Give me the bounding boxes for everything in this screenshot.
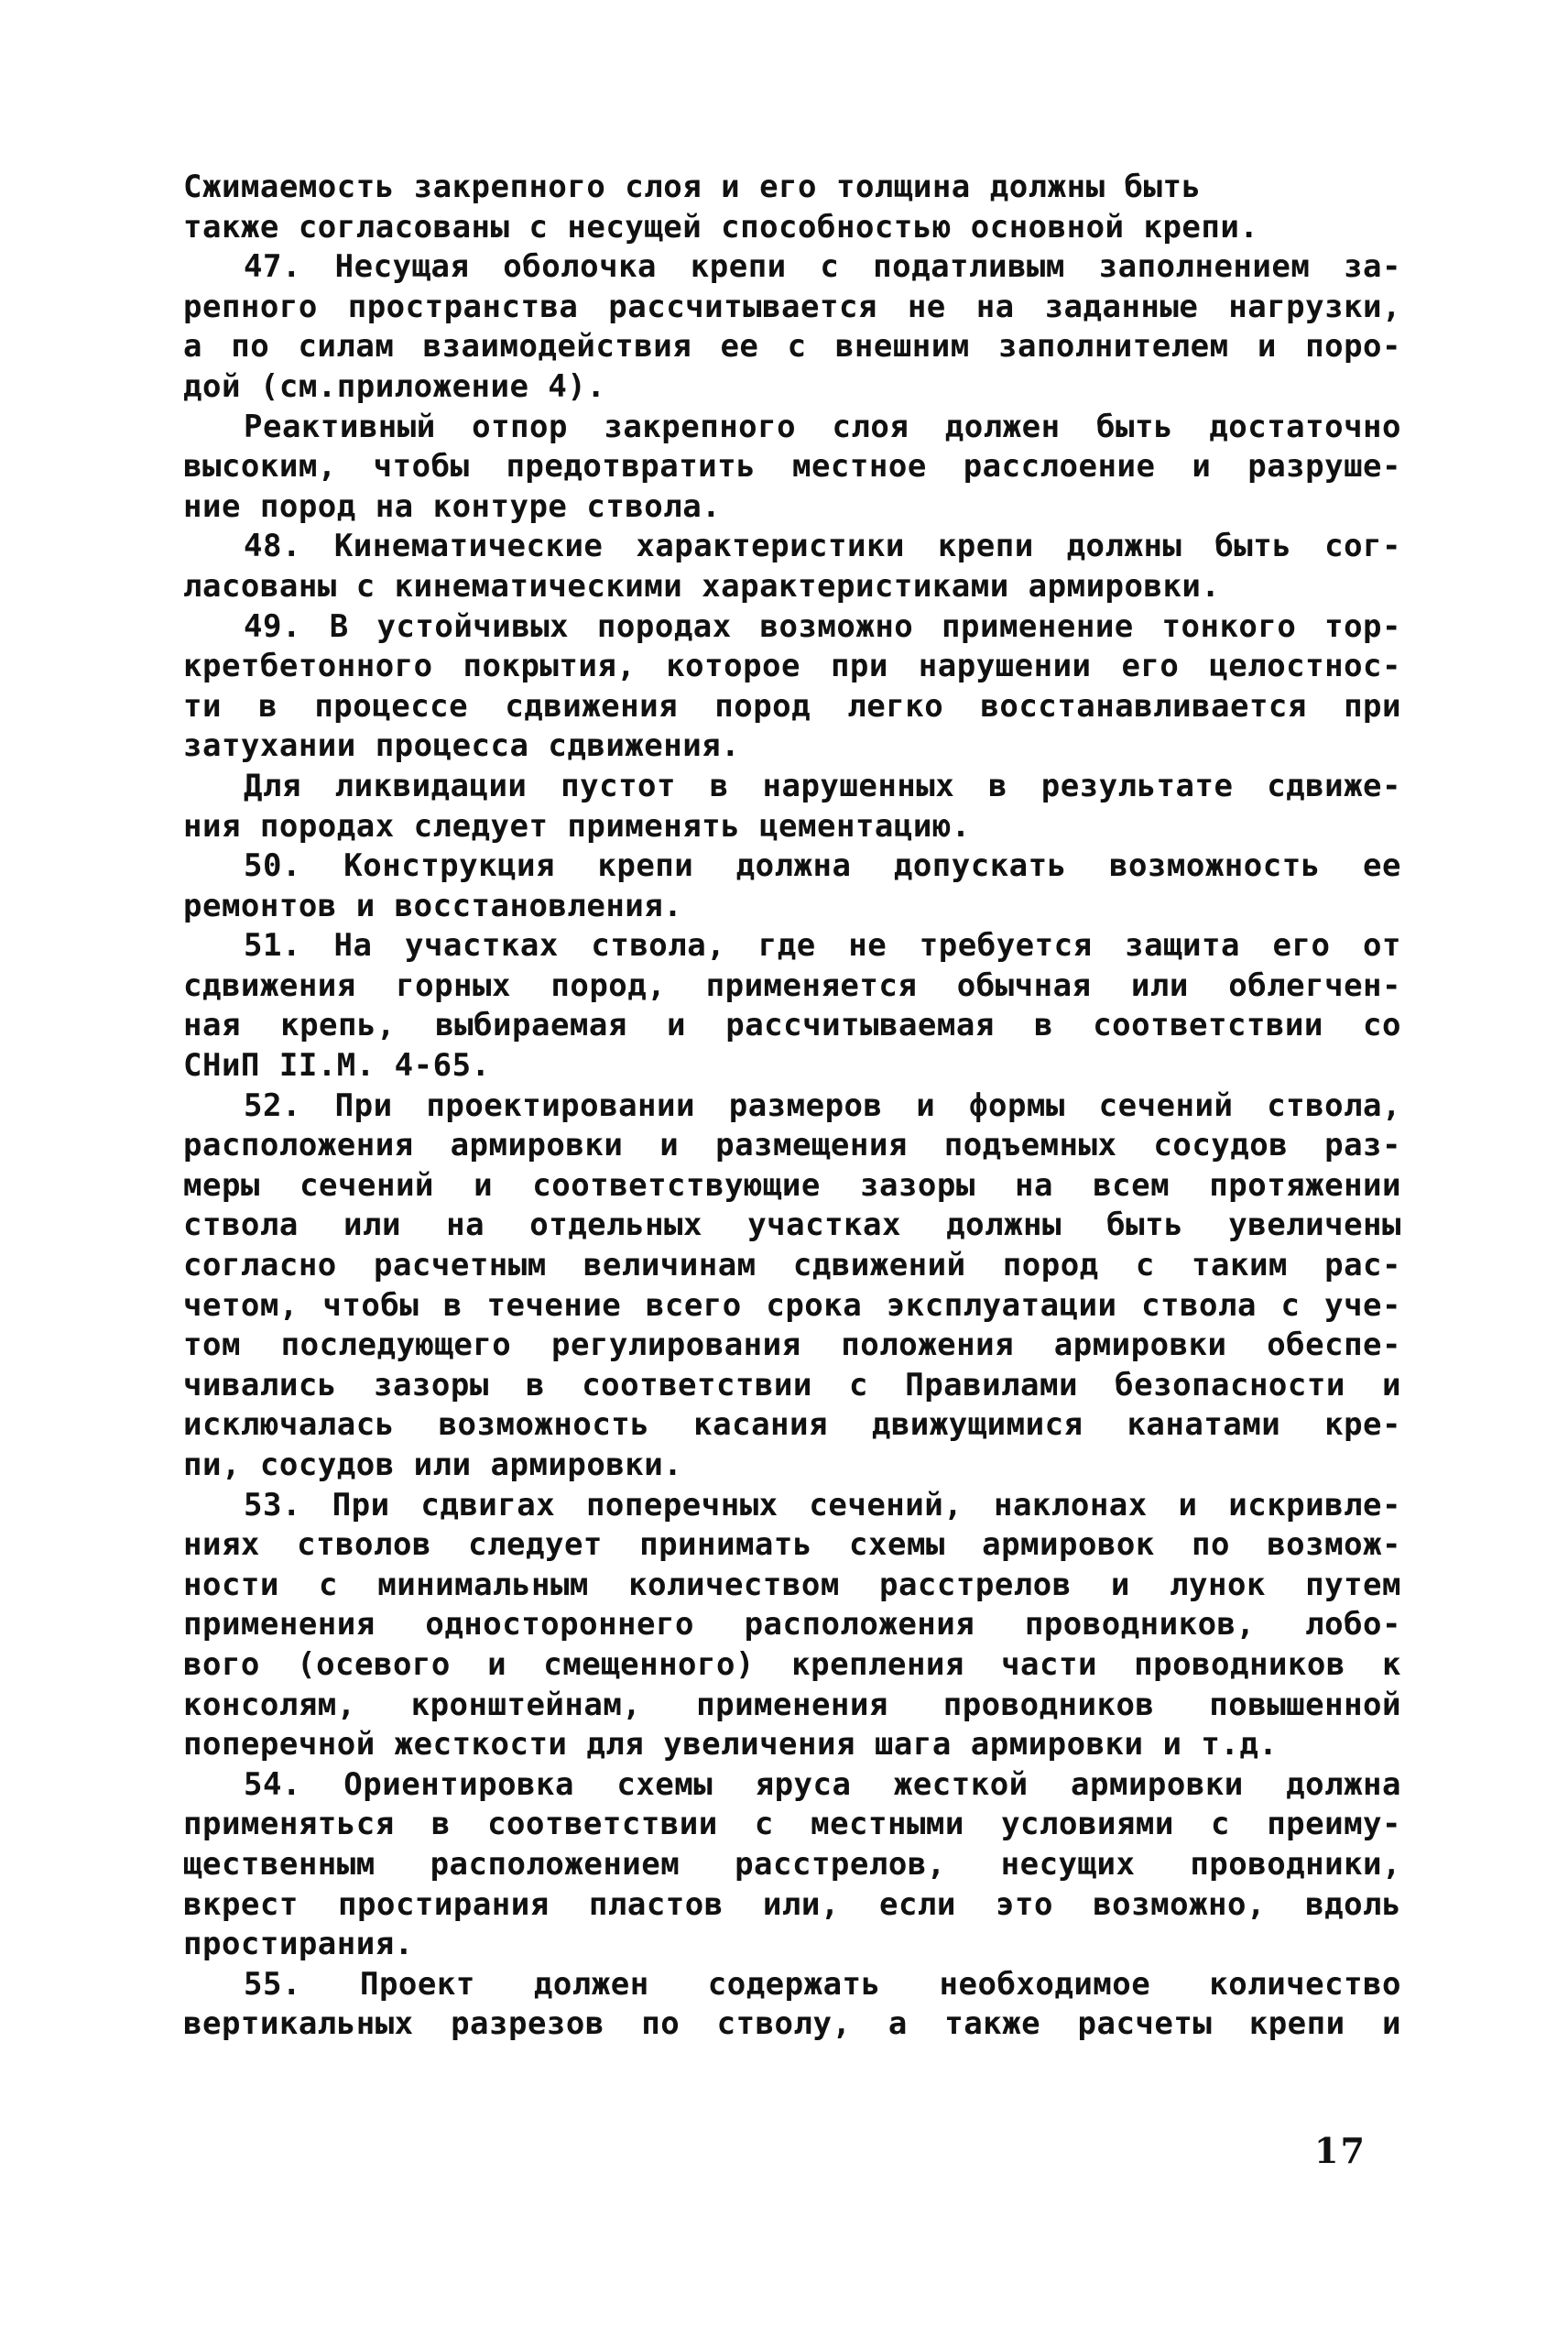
text-line: 49. В устойчивых породах возможно применение тонкого тор- <box>244 607 1401 645</box>
text-line: дой (см.приложение 4). <box>183 367 606 405</box>
text-line: том последующего регулирования положения армировки обеспе- <box>183 1327 1401 1364</box>
text-line: исключалась возможность касания движущимися канатами кре- <box>183 1406 1401 1444</box>
text-line: кретбетонного покрытия, которое при нарушении его целостнос- <box>183 648 1401 685</box>
text-line: 55. Проект должен содержать необходимое количество <box>244 1965 1401 2003</box>
text-line: сдвижения горных пород, применяется обычная или облегчен- <box>183 966 1401 1004</box>
text-line: простирания. <box>183 1926 414 1963</box>
page-number: 17 <box>1314 2130 1367 2171</box>
body-text <box>183 168 1401 2045</box>
text-line: затухании процесса сдвижения. <box>183 727 741 765</box>
text-line: 50. Конструкция крепи должна допускать возможность ее <box>244 847 1401 885</box>
text-line: Сжимаемость закрепного слоя и его толщина должны быть <box>183 169 1202 205</box>
text-line: консолям, кронштейнам, применения проводников повышенной <box>183 1686 1401 1723</box>
text-line: согласно расчетным величинам сдвижений пород с таким рас- <box>183 1247 1401 1284</box>
text-line: высоким, чтобы предотвратить местное расслоение и разруше- <box>183 448 1401 486</box>
text-line: ти в процессе сдвижения пород легко восстанавливается при <box>183 687 1401 725</box>
text-line: применяться в соответствии с местными условиями с преиму- <box>183 1806 1401 1843</box>
text-line: 54. Ориентировка схемы яруса жесткой армировки должна <box>244 1765 1401 1803</box>
text-line: вертикальных разрезов по стволу, а также расчеты крепи и <box>183 2005 1401 2043</box>
text-line: 53. При сдвигах поперечных сечений, наклонах и искривле- <box>244 1486 1401 1523</box>
text-line: ниях стволов следует принимать схемы армировок по возмож- <box>183 1526 1401 1564</box>
text-line: вкрест простирания пластов или, если это возможно, вдоль <box>183 1885 1401 1923</box>
text-line: расположения армировки и размещения подъемных сосудов раз- <box>183 1127 1401 1164</box>
text-line: ние пород на контуре ствола. <box>183 487 722 525</box>
text-line: щественным расположением расстрелов, несущих проводники, <box>183 1845 1401 1883</box>
text-line: поперечной жесткости для увеличения шага армировки и т.д. <box>183 1726 1279 1764</box>
text-line: репного пространства рассчитывается не на заданные нагрузки, <box>183 288 1401 325</box>
text-line: а по силам взаимодействия ее с внешним заполнителем и поро- <box>183 328 1401 366</box>
text-line: ремонтов и восстановления. <box>183 887 683 924</box>
text-line: вого (осевого и смещенного) крепления части проводников к <box>183 1645 1401 1683</box>
text-line: 47. Несущая оболочка крепи с податливым заполнением за- <box>244 248 1401 286</box>
text-line: чивались зазоры в соответствии с Правилами безопасности и <box>183 1366 1401 1403</box>
text-line: Реактивный отпор закрепного слоя должен быть достаточно <box>244 408 1401 445</box>
text-line: меры сечений и соответствующие зазоры на всем протяжении <box>183 1166 1401 1204</box>
text-line: ствола или на отдельных участках должны быть увеличены <box>183 1207 1401 1244</box>
text-line: 52. При проектировании размеров и формы сечений ствола, <box>244 1087 1401 1124</box>
text-line: СНиП II.М. 4-65. <box>183 1047 491 1085</box>
text-line: ная крепь, выбираемая и рассчитываемая в соответствии со <box>183 1007 1401 1044</box>
text-line: также согласованы с несущей способностью основной крепи. <box>183 208 1259 246</box>
text-line: Для ликвидации пустот в нарушенных в результате сдвиже- <box>244 767 1401 804</box>
text-line: ния породах следует применять цементацию. <box>183 807 971 845</box>
text-line: пи, сосудов или армировки. <box>183 1447 683 1483</box>
text-line: ласованы с кинематическими характеристиками армировки. <box>183 567 1221 605</box>
text-line: четом, чтобы в течение всего срока эксплуатации ствола с уче- <box>183 1286 1401 1324</box>
text-line: ности с минимальным количеством расстрелов и лунок путем <box>183 1566 1401 1603</box>
text-line: применения одностороннего расположения проводников, лобо- <box>183 1606 1401 1643</box>
text-line: 48. Кинематические характеристики крепи должны быть сог- <box>244 528 1401 565</box>
text-line: 51. На участках ствола, где не требуется защита его от <box>244 927 1401 965</box>
